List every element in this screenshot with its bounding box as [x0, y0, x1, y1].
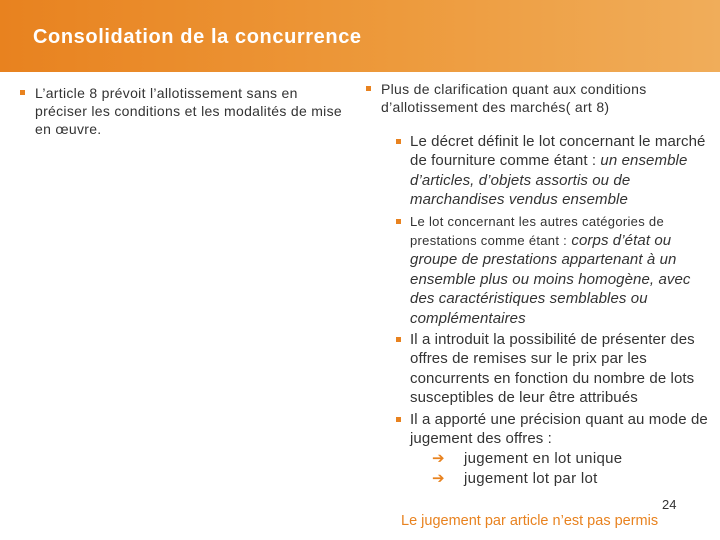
sub-bullet-item — [366, 410, 716, 449]
arrow-item-text: jugement en lot unique — [464, 449, 623, 467]
bullet-text: Plus de clarification quant aux conditions d’allotissement des marchés( art 8) — [381, 81, 647, 115]
sub-bullet-text: Le lot concernant les autres catégories de prestations comme étant : — [410, 213, 664, 249]
sub-bullet-italic-text: un ensemble d’articles, d’objets assortis ou de marchandises vendus ensemble — [410, 152, 688, 209]
arrow-item-text: jugement lot par lot — [464, 469, 598, 487]
footer-note: Le jugement par article n’est pas permis — [401, 513, 659, 529]
square-bullet-icon — [366, 86, 371, 91]
sub-bullet-item — [366, 132, 716, 210]
arrow-right-icon: ➔ — [432, 449, 445, 467]
arrow-item — [366, 449, 716, 469]
square-bullet-icon — [396, 139, 401, 144]
slide-number: 24 — [662, 497, 677, 512]
slide-title: Consolidation de la concurrence — [33, 26, 362, 48]
sub-bullet-text: Il a apporté une précision quant au mode de jugement des offres : — [410, 410, 708, 448]
sub-bullet-item — [366, 330, 716, 408]
square-bullet-icon — [396, 219, 401, 224]
right-column — [366, 80, 716, 489]
bullet-text: L’article 8 prévoit l’allotissement sans en préciser les conditions et les modalités de mise en œuvre. — [35, 85, 342, 137]
sub-bullet-italic-text: corps d’état ou groupe de prestations appartenant à un ensemble plus ou moins homogène, avec des caractéristiques semblables ou complémentaires — [410, 232, 691, 327]
bullet-item — [20, 84, 350, 138]
sub-bullet-text: Le décret définit le lot concernant le marché de fourniture comme étant : — [410, 133, 706, 170]
arrow-item — [366, 469, 716, 489]
bullet-item — [366, 80, 716, 116]
left-column — [20, 84, 350, 138]
sub-bullet-item — [366, 212, 716, 328]
arrow-right-icon: ➔ — [432, 469, 445, 487]
title-bar — [0, 0, 720, 72]
square-bullet-icon — [396, 337, 401, 342]
square-bullet-icon — [20, 90, 25, 95]
sub-bullet-text: Il a introduit la possibilité de présenter des offres de remises sur le prix par les concurrents en fonction du nombre de lots susceptibles de leur être attribués — [410, 331, 695, 407]
square-bullet-icon — [396, 417, 401, 422]
